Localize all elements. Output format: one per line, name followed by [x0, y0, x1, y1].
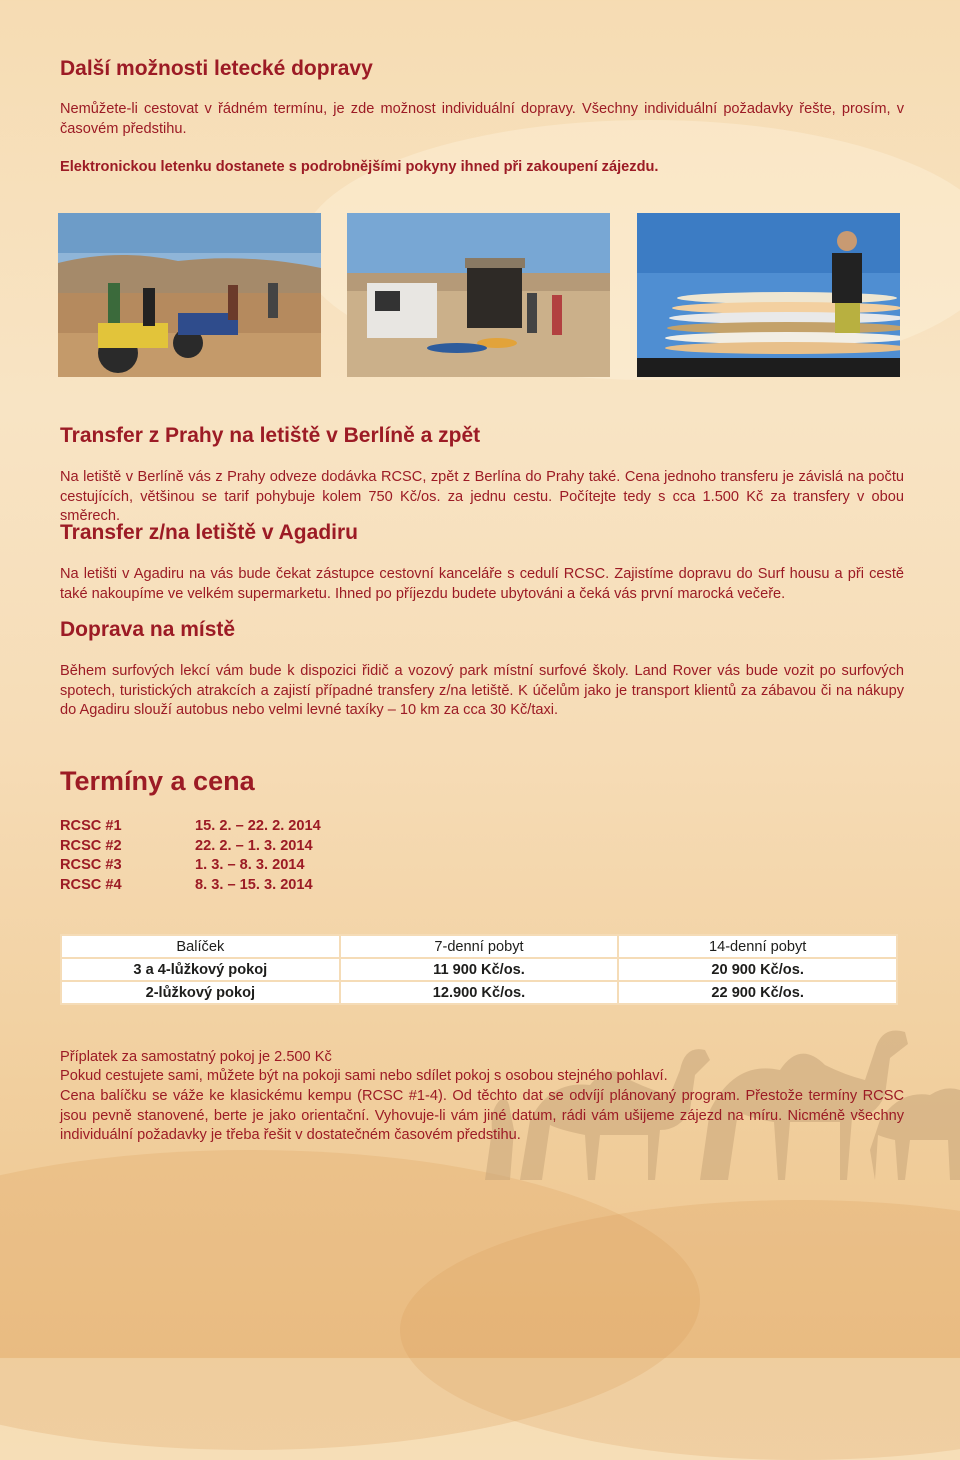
table-header-cell: Balíček	[61, 935, 340, 958]
table-cell: 11 900 Kč/os.	[340, 958, 619, 981]
note-solo: Pokud cestujete sami, můžete být na pokoji sami nebo sdílet pokoj s osobou stejného pohlaví.	[60, 1068, 668, 1084]
date-code: RCSC #1	[60, 818, 122, 834]
table-cell: 12.900 Kč/os.	[340, 981, 619, 1004]
table-header-cell: 14-denní pobyt	[618, 935, 897, 958]
date-code: RCSC #2	[60, 837, 122, 854]
table-row	[61, 958, 897, 981]
date-row	[60, 856, 321, 876]
surf-vans-beach-photo	[347, 213, 610, 377]
note-package: Cena balíčku se váže ke klasickému kempu (RCSC #1-4). Od těchto dat se odvíjí plánovaný program. Přestože termíny RCSC jsou pevně stanovené, berte je jako orientační. Vyhovuje-li vám jiné datum, rádi vám ušijeme zájezd na míru. Nicméně všechny individuální požadavky je třeba řešit v dostatečném časovém předstihu.	[60, 1088, 904, 1143]
section-title-berlin: Transfer z Prahy na letiště v Berlíně a zpět	[60, 424, 481, 447]
table-header-cell: 7-denní pobyt	[340, 935, 619, 958]
quad-bikes-photo	[58, 213, 321, 377]
table-cell: 2-lůžkový pokoj	[61, 981, 340, 1004]
air-paragraph-1: Nemůžete-li cestovat v řádném termínu, je zde možnost individuální dopravy. Všechny individuální požadavky řešte, prosím, v časovém předstihu.	[60, 101, 904, 137]
date-code: RCSC #3	[60, 857, 122, 873]
date-code: RCSC #4	[60, 876, 122, 893]
surfboards-roof-photo	[637, 213, 900, 377]
dates-list	[60, 817, 321, 895]
date-range: 15. 2. – 22. 2. 2014	[195, 818, 321, 834]
air-paragraph-2: Elektronickou letenku dostanete s podrobnějšími pokyny ihned při zakoupení zájezdu.	[60, 159, 659, 175]
date-row	[60, 817, 321, 837]
section-title-air: Další možnosti letecké dopravy	[60, 57, 373, 80]
berlin-paragraph: Na letiště v Berlíně vás z Prahy odveze dodávka RCSC, zpět z Berlína do Prahy také. Cena jednoho transferu je závislá na počtu cestujících, většinou se tarif pohybuje kolem 750 Kč/os. za jednu cestu. Počítejte tedy s cca 1.500 Kč za transfery v obou směrech.	[60, 469, 904, 524]
agadir-paragraph: Na letišti v Agadiru na vás bude čekat zástupce cestovní kanceláře s cedulí RCSC. Zajistíme dopravu do Surf housu a při cestě také nakoupíme ve velkém supermarketu. Ihned po příjezdu budete ubytováni a čeká vás první marocká večeře.	[60, 566, 904, 602]
price-table	[60, 934, 898, 1005]
date-range: 22. 2. – 1. 3. 2014	[195, 837, 313, 854]
table-cell: 3 a 4-lůžkový pokoj	[61, 958, 340, 981]
section-title-local: Doprava na místě	[60, 618, 236, 641]
date-row	[60, 837, 321, 857]
note-surcharge: Příplatek za samostatný pokoj je 2.500 Kč	[60, 1049, 332, 1065]
date-range: 1. 3. – 8. 3. 2014	[195, 857, 305, 873]
table-cell: 20 900 Kč/os.	[618, 958, 897, 981]
table-header-row	[61, 935, 897, 958]
table-row	[61, 981, 897, 1004]
date-row	[60, 876, 321, 896]
dune-shadow	[400, 1200, 960, 1460]
section-title-agadir: Transfer z/na letiště v Agadiru	[60, 521, 358, 544]
table-cell: 22 900 Kč/os.	[618, 981, 897, 1004]
local-paragraph: Během surfových lekcí vám bude k dispozici řidič a vozový park místní surfové školy. Land Rover vás bude vozit po surfových spotech, turistických atrakcích a zajistí případné transfery z/na letiště. K účelům jako je transport klientů za zábavou či na nákupy do Agadiru slouží autobus nebo velmi levné taxíky – 10 km za cca 30 Kč/taxi.	[60, 663, 904, 718]
section-title-dates: Termíny a cena	[60, 766, 255, 796]
date-range: 8. 3. – 15. 3. 2014	[195, 876, 313, 893]
